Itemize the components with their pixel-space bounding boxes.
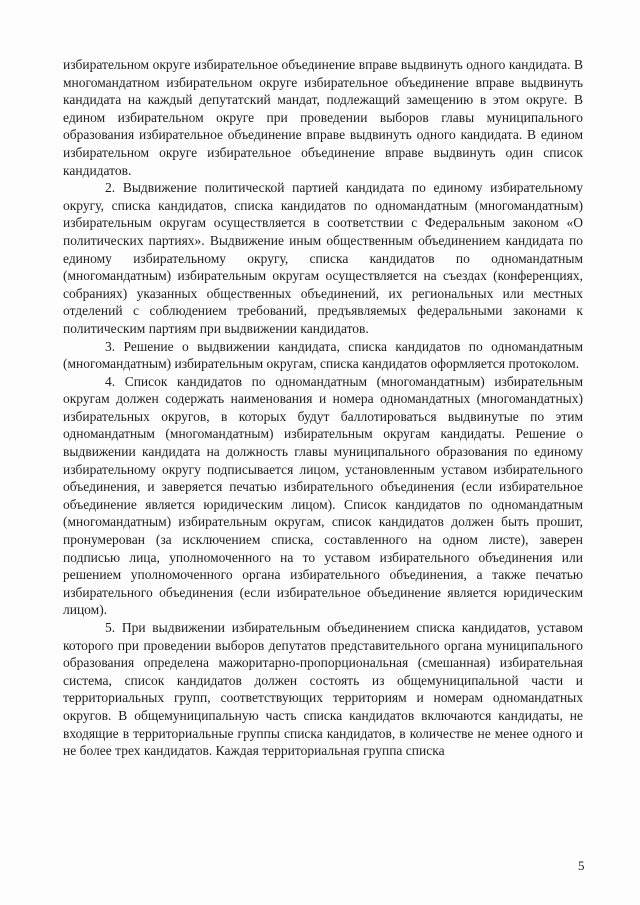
document-body (63, 56, 583, 760)
paragraph-continuation: избирательном округе избирательное объединение вправе выдвинуть одного кандидата. В многомандатном избирательном округе избирательное объединение вправе выдвинуть кандидата на каждый депутатский мандат, подлежащий замещению в этом округе. В едином избирательном округе при проведении выборов главы муниципального образования избирательное объединение вправе выдвинуть одного кандидата. В едином избирательном округе избирательное объединение вправе выдвинуть один список кандидатов. (63, 57, 583, 178)
paragraph-2: 2. Выдвижение политической партией кандидата по единому избирательному округу, списка кандидатов, списка кандидатов по одномандатным (многомандатным) избирательным округам осуществляется в соответствии с Федеральным законом «О политических партиях». Выдвижение иным общественным объединением кандидата по единому избирательному округу, списка кандидатов по одномандатным (многомандатным) избирательным округам осуществляется на съездах (конференциях, собраниях) указанных общественных объединений, их региональных или местных отделений с соблюдением требований, предъявляемых федеральными законами к политическим партиям при выдвижении кандидатов. (63, 180, 583, 336)
paragraph-3: 3. Решение о выдвижении кандидата, списка кандидатов по одномандатным (многомандатным) избирательным округам, списка кандидатов оформляется протоколом. (63, 338, 583, 372)
page-number: 5 (578, 858, 585, 873)
paragraph-4: 4. Список кандидатов по одномандатным (многомандатным) избирательным округам должен содержать наименования и номера одномандатных (многомандатных) избирательных округов, в которых будут баллотироваться выдвинутые по этим одномандатным (многомандатным) избирательным округам кандидаты. Решение о выдвижении кандидата на должность главы муниципального образования по единому избирательному округу подписывается лицом, установленным уставом избирательного объединения, и заверяется печатью избирательного объединения (если избирательное объединение является юридическим лицом). Список кандидатов по одномандатным (многомандатным) избирательным округам, список кандидатов должен быть прошит, пронумерован (за исключением списка, составленного на одном листе), заверен подписью лица, уполномоченного на то уставом избирательного объединения или решением уполномоченного органа избирательного объединения, а также печатью избирательного объединения (если избирательное объединение является юридическим лицом). (63, 373, 583, 618)
paragraph-5: 5. При выдвижении избирательным объединением списка кандидатов, уставом которого при проведении выборов депутатов представительного органа муниципального образования определена мажоритарно-пропорциональная (смешанная) избирательная система, список кандидатов должен состоять из общемуниципальной части и территориальных групп, соответствующих территориям и номерам одномандатных округов. В общемуниципальную часть списка кандидатов включаются кандидаты, не входящие в территориальные группы списка кандидатов, в количестве не менее одного и не более трех кандидатов. Каждая территориальная группа списка (63, 620, 583, 759)
